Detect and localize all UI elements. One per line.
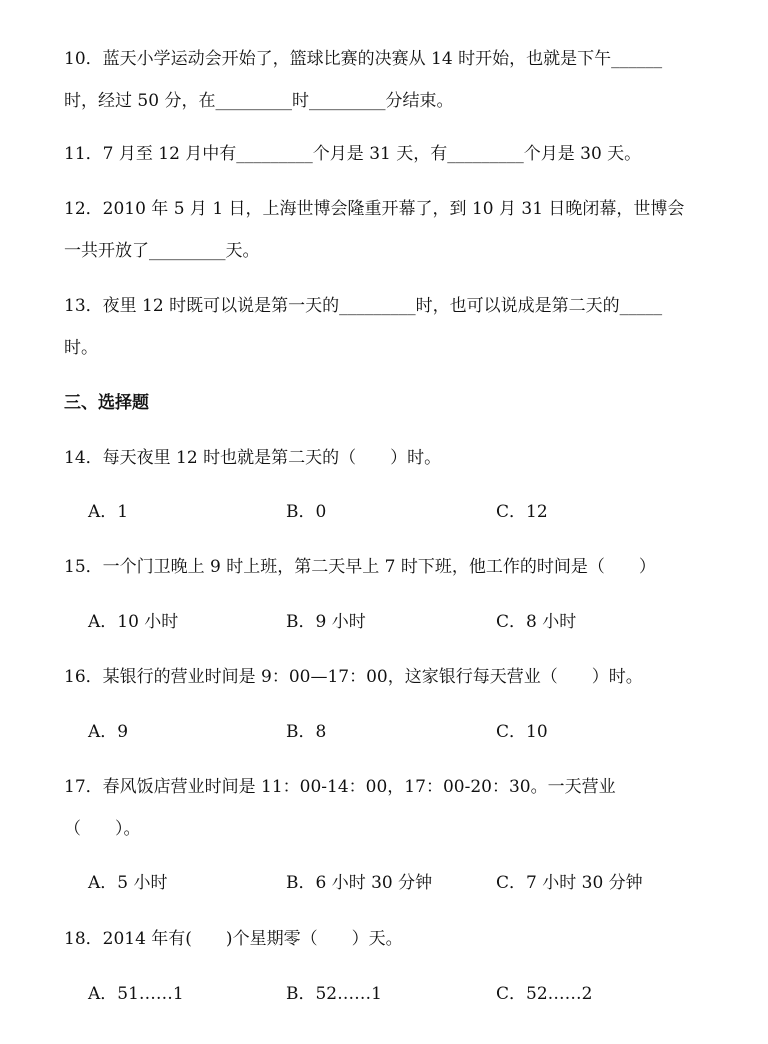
question-12-line-2: 一共开放了_________天。: [64, 241, 260, 261]
question-15-option-c: C．8 小时: [496, 612, 577, 632]
question-15-option-b: B．9 小时: [286, 612, 366, 632]
question-14-option-a: A．1: [88, 502, 129, 522]
question-17-option-a: A．5 小时: [88, 873, 168, 893]
question-14-option-b: B．0: [286, 502, 327, 522]
question-16-option-a: A．9: [88, 722, 129, 742]
question-12-line-1: 12．2010 年 5 月 1 日，上海世博会隆重开幕了，到 10 月 31 日晚闭幕，世博会: [64, 199, 685, 219]
question-16-option-c: C．10: [496, 722, 548, 742]
question-18-stem: 18．2014 年有( )个星期零（ ）天。: [64, 929, 403, 949]
section-title: 三、选择题: [64, 393, 149, 413]
question-17-stem: 17．春风饭店营业时间是 11：00-14：00，17：00-20：30。一天营业: [64, 777, 616, 797]
question-10-line-2: 时，经过 50 分，在_________时_________分结束。: [64, 91, 454, 111]
question-18-option-b: B．52……1: [286, 984, 382, 1004]
question-18-option-c: C．52……2: [496, 984, 593, 1004]
question-15-option-a: A．10 小时: [88, 612, 179, 632]
question-16-option-b: B．8: [286, 722, 327, 742]
question-14-stem: 14．每天夜里 12 时也就是第二天的（ ）时。: [64, 448, 442, 468]
question-14-option-c: C．12: [496, 502, 548, 522]
question-17-option-c: C．7 小时 30 分钟: [496, 873, 643, 893]
question-18-option-a: A．51……1: [88, 984, 184, 1004]
question-17-stem-continued: （ ）。: [64, 819, 141, 839]
question-11-line-1: 11．7 月至 12 月中有_________个月是 31 天，有_________个月是 30 天。: [64, 144, 642, 164]
question-16-stem: 16．某银行的营业时间是 9：00—17：00，这家银行每天营业（ ）时。: [64, 667, 643, 687]
question-15-stem: 15．一个门卫晚上 9 时上班，第二天早上 7 时下班，他工作的时间是（ ）: [64, 557, 656, 577]
question-13-line-2: 时。: [64, 338, 98, 358]
question-17-option-b: B．6 小时 30 分钟: [286, 873, 433, 893]
question-10-line-1: 10．蓝天小学运动会开始了，篮球比赛的决赛从 14 时开始，也就是下午______: [64, 49, 663, 69]
question-13-line-1: 13．夜里 12 时既可以说是第一天的_________时，也可以说成是第二天的_____: [64, 296, 663, 316]
